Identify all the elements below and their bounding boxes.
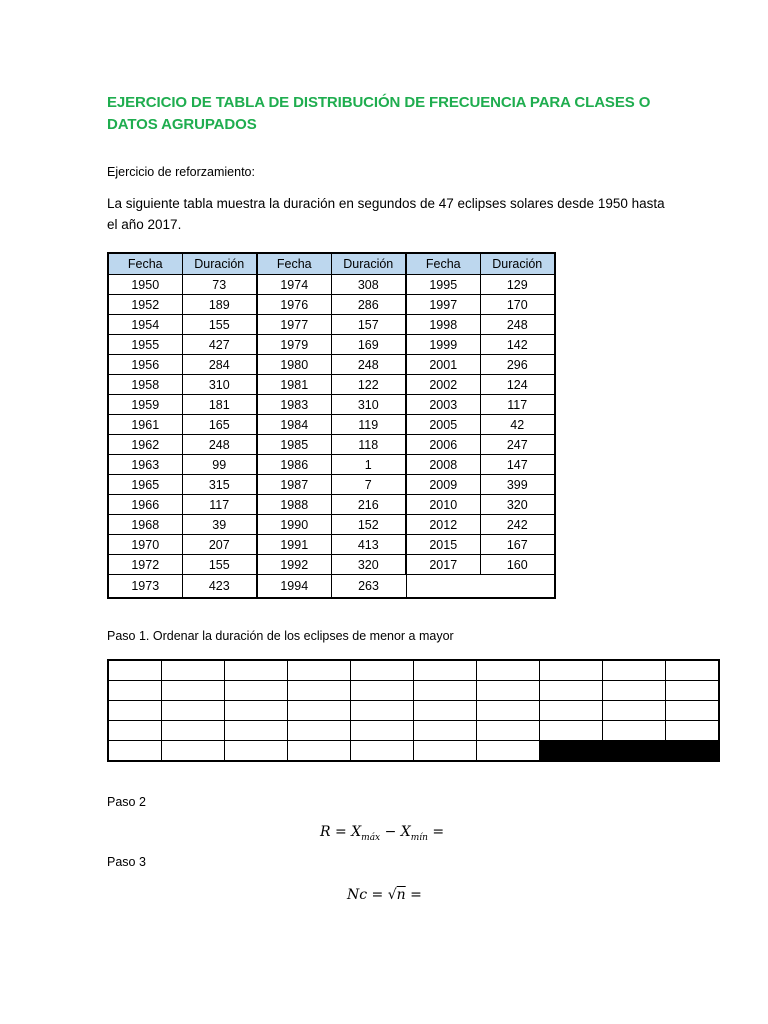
grid-cell [603,701,666,721]
duracion-cell: 142 [480,335,555,355]
duracion-cell: 315 [182,475,257,495]
fecha-cell: 1984 [257,415,331,435]
grid-cell [162,660,225,681]
duracion-cell: 170 [480,295,555,315]
fecha-cell: 2017 [406,555,480,575]
fecha-cell: 1988 [257,495,331,515]
grid-cell [351,681,414,701]
fecha-cell: 1990 [257,515,331,535]
duracion-cell: 167 [480,535,555,555]
grid-row [108,660,719,681]
duracion-cell: 413 [331,535,406,555]
duracion-cell: 165 [182,415,257,435]
classes-n: n [396,887,406,903]
duracion-cell: 1 [331,455,406,475]
duracion-cell: 169 [331,335,406,355]
step-2-label: Paso 2 [107,795,146,809]
table-row [108,415,555,435]
fecha-cell: 1977 [257,315,331,335]
grid-cell [225,701,288,721]
fecha-cell: 2009 [406,475,480,495]
duracion-cell: 39 [182,515,257,535]
intro-paragraph: La siguiente tabla muestra la duración en segundos de 47 eclipses solares desde 1950 hasta el año 2017. [107,196,665,232]
exercise-subheading: Ejercicio de reforzamiento: [107,165,255,179]
table-row [108,275,555,295]
table-header-row [108,253,555,275]
fecha-cell: 1961 [108,415,182,435]
duracion-cell: 248 [182,435,257,455]
fecha-cell: 1987 [257,475,331,495]
table-row [108,355,555,375]
grid-cell [666,721,720,741]
duracion-cell: 7 [331,475,406,495]
fecha-cell: 1959 [108,395,182,415]
grid-cell [414,741,477,762]
sorting-grid [107,659,720,762]
fecha-cell: 1976 [257,295,331,315]
grid-cell [108,681,162,701]
duracion-cell: 117 [480,395,555,415]
grid-cell [351,701,414,721]
fecha-cell: 1983 [257,395,331,415]
grid-cell-blocked [603,741,666,762]
header-fecha-3: Fecha [406,253,480,275]
fecha-cell: 2002 [406,375,480,395]
duracion-cell: 189 [182,295,257,315]
duracion-cell: 248 [480,315,555,335]
fecha-cell: 1985 [257,435,331,455]
fecha-cell: 2015 [406,535,480,555]
duracion-cell: 248 [331,355,406,375]
duracion-cell: 152 [331,515,406,535]
duracion-cell: 399 [480,475,555,495]
fecha-cell: 2012 [406,515,480,535]
fecha-cell: 1966 [108,495,182,515]
grid-cell [108,741,162,762]
duracion-cell: 310 [331,395,406,415]
duracion-cell: 286 [331,295,406,315]
fecha-cell: 1981 [257,375,331,395]
fecha-cell: 1980 [257,355,331,375]
duracion-cell: 147 [480,455,555,475]
fecha-cell: 1958 [108,375,182,395]
fecha-cell: 1954 [108,315,182,335]
grid-cell [351,660,414,681]
fecha-cell: 1997 [406,295,480,315]
table-row [108,435,555,455]
header-fecha-1: Fecha [108,253,182,275]
duracion-cell: 308 [331,275,406,295]
table-row [108,535,555,555]
classes-tail-eq: = [410,887,422,903]
grid-row [108,701,719,721]
eclipse-duration-table [107,252,556,599]
fecha-cell: 1968 [108,515,182,535]
duracion-cell: 216 [331,495,406,515]
range-minus: − [384,824,397,840]
classes-lhs: Nc [347,887,368,903]
table-row [108,375,555,395]
duracion-cell: 119 [331,415,406,435]
grid-cell [162,741,225,762]
grid-cell [288,681,351,701]
grid-cell [477,660,540,681]
grid-row [108,741,719,762]
grid-cell [288,741,351,762]
duracion-cell: 129 [480,275,555,295]
header-duracion-3: Duración [480,253,555,275]
grid-cell [414,660,477,681]
fecha-cell: 1965 [108,475,182,495]
grid-cell [540,721,603,741]
table-row [108,575,555,599]
grid-cell [351,721,414,741]
grid-cell [477,741,540,762]
duracion-cell: 320 [331,555,406,575]
range-tail-eq: = [432,824,445,840]
grid-cell [666,701,720,721]
grid-cell [666,681,720,701]
range-max-sub: máx [361,832,381,843]
fecha-cell: 1973 [108,575,182,599]
range-eq: = [335,824,347,840]
grid-cell [108,721,162,741]
fecha-cell: 1992 [257,555,331,575]
fecha-cell: 2006 [406,435,480,455]
duracion-cell: 310 [182,375,257,395]
fecha-cell: 1999 [406,335,480,355]
fecha-cell: 1994 [257,575,331,599]
grid-cell [108,701,162,721]
header-duracion-1: Duración [182,253,257,275]
grid-cell [477,681,540,701]
grid-cell [540,681,603,701]
fecha-cell: 1962 [108,435,182,455]
grid-cell [540,660,603,681]
grid-cell [162,721,225,741]
grid-cell [288,660,351,681]
grid-cell [108,660,162,681]
duracion-cell: 118 [331,435,406,455]
fecha-cell: 1955 [108,335,182,355]
duracion-cell: 320 [480,495,555,515]
duracion-cell: 42 [480,415,555,435]
header-duracion-2: Duración [331,253,406,275]
grid-cell [225,741,288,762]
duracion-cell: 207 [182,535,257,555]
grid-cell [162,701,225,721]
fecha-cell: 2003 [406,395,480,415]
fecha-cell: 1970 [108,535,182,555]
grid-cell [225,721,288,741]
fecha-cell: 1952 [108,295,182,315]
range-lhs: R [320,824,331,840]
step-3-label: Paso 3 [107,855,146,869]
fecha-cell: 1974 [257,275,331,295]
grid-cell [225,660,288,681]
table-row [108,475,555,495]
duracion-cell: 423 [182,575,257,599]
fecha-cell: 1972 [108,555,182,575]
grid-cell [540,701,603,721]
step-1-label: Paso 1. Ordenar la duración de los eclipses de menor a mayor [107,629,454,643]
range-x-max: X [351,824,362,840]
range-min-sub: mín [410,832,428,843]
grid-cell [477,701,540,721]
fecha-cell: 2005 [406,415,480,435]
fecha-cell: 2008 [406,455,480,475]
table-row [108,495,555,515]
duracion-cell: 73 [182,275,257,295]
duracion-cell: 284 [182,355,257,375]
grid-cell [414,701,477,721]
table-row [108,555,555,575]
fecha-cell: 1979 [257,335,331,355]
grid-cell [414,721,477,741]
grid-cell [414,681,477,701]
range-formula [320,824,444,843]
duracion-cell: 181 [182,395,257,415]
fecha-cell: 1991 [257,535,331,555]
duracion-cell: 155 [182,555,257,575]
header-fecha-2: Fecha [257,253,331,275]
grid-cell [288,721,351,741]
fecha-cell: 1950 [108,275,182,295]
fecha-cell: 1963 [108,455,182,475]
duracion-cell: 117 [182,495,257,515]
grid-cell [477,721,540,741]
duracion-cell: 263 [331,575,406,599]
page-title: EJERCICIO DE TABLA DE DISTRIBUCIÓN DE FRECUENCIA PARA CLASES O DATOS AGRUPADOS [107,94,651,133]
duracion-cell: 99 [182,455,257,475]
table-row [108,295,555,315]
duracion-cell: 124 [480,375,555,395]
classes-eq: = [371,887,384,903]
grid-cell [603,660,666,681]
table-row [108,455,555,475]
fecha-cell: 1995 [406,275,480,295]
duracion-cell: 122 [331,375,406,395]
grid-cell [603,721,666,741]
range-x-min: X [400,824,411,840]
fecha-cell: 1998 [406,315,480,335]
table-row [108,395,555,415]
grid-cell-blocked [540,741,603,762]
grid-cell [288,701,351,721]
grid-cell [162,681,225,701]
table-row [108,515,555,535]
fecha-cell: 2001 [406,355,480,375]
empty-cell [406,575,555,599]
grid-cell-blocked [666,741,720,762]
classes-formula [347,887,422,903]
duracion-cell: 157 [331,315,406,335]
duracion-cell: 242 [480,515,555,535]
grid-cell [225,681,288,701]
fecha-cell: 2010 [406,495,480,515]
grid-row [108,681,719,701]
duracion-cell: 427 [182,335,257,355]
grid-row [108,721,719,741]
duracion-cell: 155 [182,315,257,335]
table-row [108,315,555,335]
fecha-cell: 1986 [257,455,331,475]
duracion-cell: 296 [480,355,555,375]
grid-cell [351,741,414,762]
table-row [108,335,555,355]
grid-cell [603,681,666,701]
grid-cell [666,660,720,681]
sqrt-symbol: √ [387,887,397,903]
duracion-cell: 160 [480,555,555,575]
fecha-cell: 1956 [108,355,182,375]
duracion-cell: 247 [480,435,555,455]
